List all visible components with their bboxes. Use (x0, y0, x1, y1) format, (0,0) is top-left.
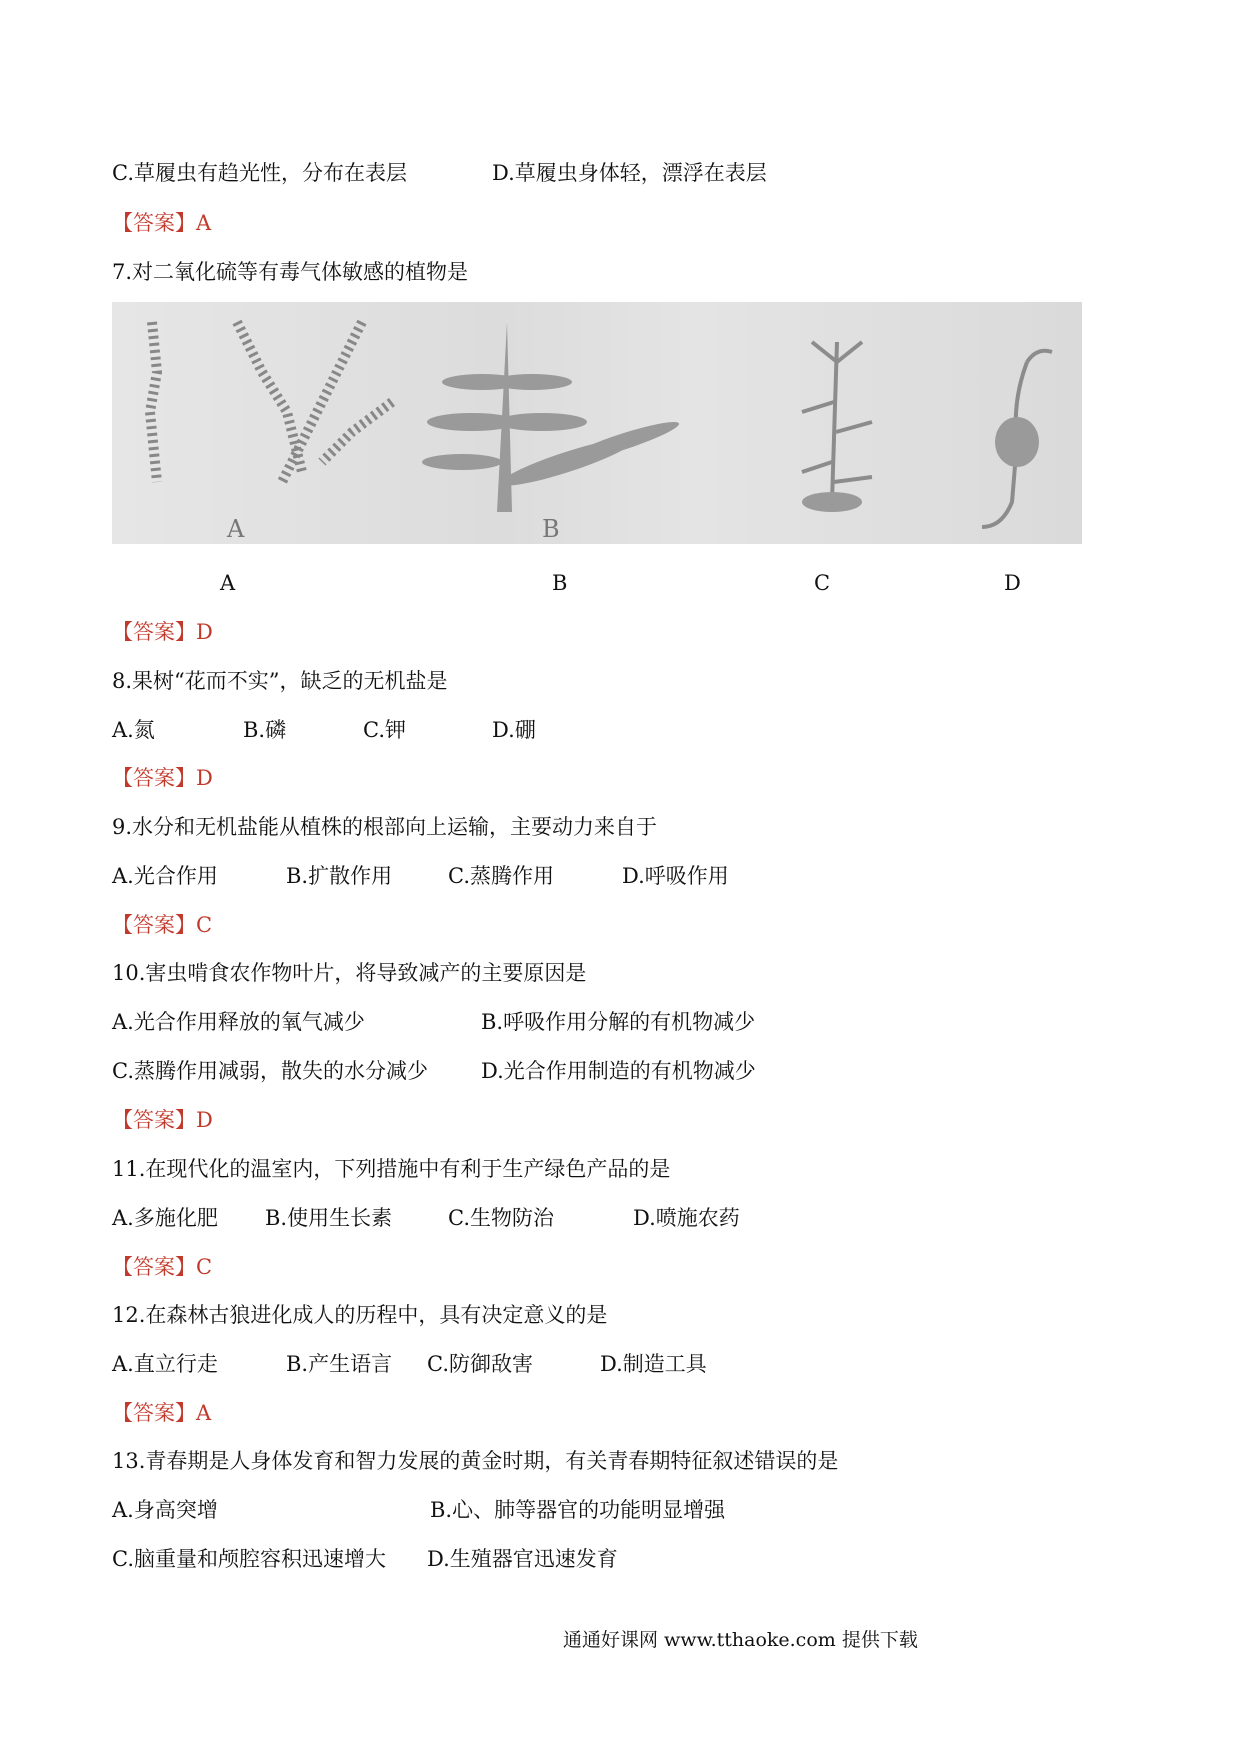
q10-option-c: C.蒸腾作用减弱，散失的水分减少 (112, 1059, 428, 1083)
q12-answer: 【答案】A (112, 1401, 212, 1425)
q8-option-a: A.氮 (112, 718, 155, 742)
q7-option-a: A (220, 571, 236, 595)
q10-answer: 【答案】D (112, 1108, 213, 1132)
q12-option-d: D.制造工具 (600, 1352, 707, 1376)
q10-option-b: B.呼吸作用分解的有机物减少 (481, 1010, 756, 1034)
q10-stem: 10.害虫啃食农作物叶片，将导致减产的主要原因是 (112, 961, 587, 985)
moss-drawing (802, 342, 872, 502)
figure-label-b: B (542, 515, 560, 543)
q7-stem: 7.对二氧化硫等有毒气体敏感的植物是 (112, 260, 469, 284)
q8-stem: 8.果树“花而不实”，缺乏的无机盐是 (112, 669, 448, 693)
q13-option-d: D.生殖器官迅速发育 (427, 1547, 618, 1571)
footer-source: 通通好课网 www.tthaoke.com 提供下载 (563, 1629, 918, 1651)
q13-option-c: C.脑重量和颅腔容积迅速增大 (112, 1547, 386, 1571)
q12-option-a: A.直立行走 (112, 1352, 218, 1376)
q11-answer: 【答案】C (112, 1255, 213, 1279)
plant-illustrations (112, 302, 1082, 544)
q13-option-b: B.心、肺等器官的功能明显增强 (430, 1498, 726, 1522)
q13-option-a: A.身高突增 (112, 1498, 218, 1522)
q11-option-d: D.喷施农药 (633, 1206, 740, 1230)
q9-option-a: A.光合作用 (112, 864, 218, 888)
fern-drawing (422, 322, 682, 512)
q7-option-b: B (552, 571, 568, 595)
q12-stem: 12.在森林古狼进化成人的历程中，具有决定意义的是 (112, 1303, 608, 1327)
q8-answer: 【答案】D (112, 766, 213, 790)
q8-option-b: B.磷 (243, 718, 287, 742)
q6-option-c: C.草履虫有趋光性，分布在表层 (112, 161, 407, 185)
q11-option-a: A.多施化肥 (112, 1206, 218, 1230)
q10-option-d: D.光合作用制造的有机物减少 (481, 1059, 756, 1083)
q7-option-d: D (1004, 571, 1021, 595)
q8-option-c: C.钾 (363, 718, 406, 742)
q13-stem: 13.青春期是人身体发育和智力发展的黄金时期，有关青春期特征叙述错误的是 (112, 1449, 839, 1473)
algae-drawing (150, 322, 392, 482)
q7-answer: 【答案】D (112, 620, 213, 644)
q12-option-b: B.产生语言 (286, 1352, 393, 1376)
q11-option-b: B.使用生长素 (265, 1206, 393, 1230)
q9-option-d: D.呼吸作用 (622, 864, 729, 888)
q10-option-a: A.光合作用释放的氧气减少 (112, 1010, 365, 1034)
plant-figure (112, 302, 1082, 544)
q12-option-c: C.防御敌害 (427, 1352, 533, 1376)
q11-option-c: C.生物防治 (448, 1206, 554, 1230)
q9-answer: 【答案】C (112, 913, 213, 937)
q9-option-b: B.扩散作用 (286, 864, 393, 888)
q11-stem: 11.在现代化的温室内，下列措施中有利于生产绿色产品的是 (112, 1157, 671, 1181)
q9-stem: 9.水分和无机盐能从植株的根部向上运输，主要动力来自于 (112, 815, 658, 839)
q8-option-d: D.硼 (492, 718, 536, 742)
q9-option-c: C.蒸腾作用 (448, 864, 554, 888)
q7-option-c: C (814, 571, 831, 595)
figure-label-a: A (227, 515, 245, 543)
q6-option-d: D.草履虫身体轻，漂浮在表层 (492, 161, 767, 185)
q6-answer: 【答案】A (112, 211, 212, 235)
